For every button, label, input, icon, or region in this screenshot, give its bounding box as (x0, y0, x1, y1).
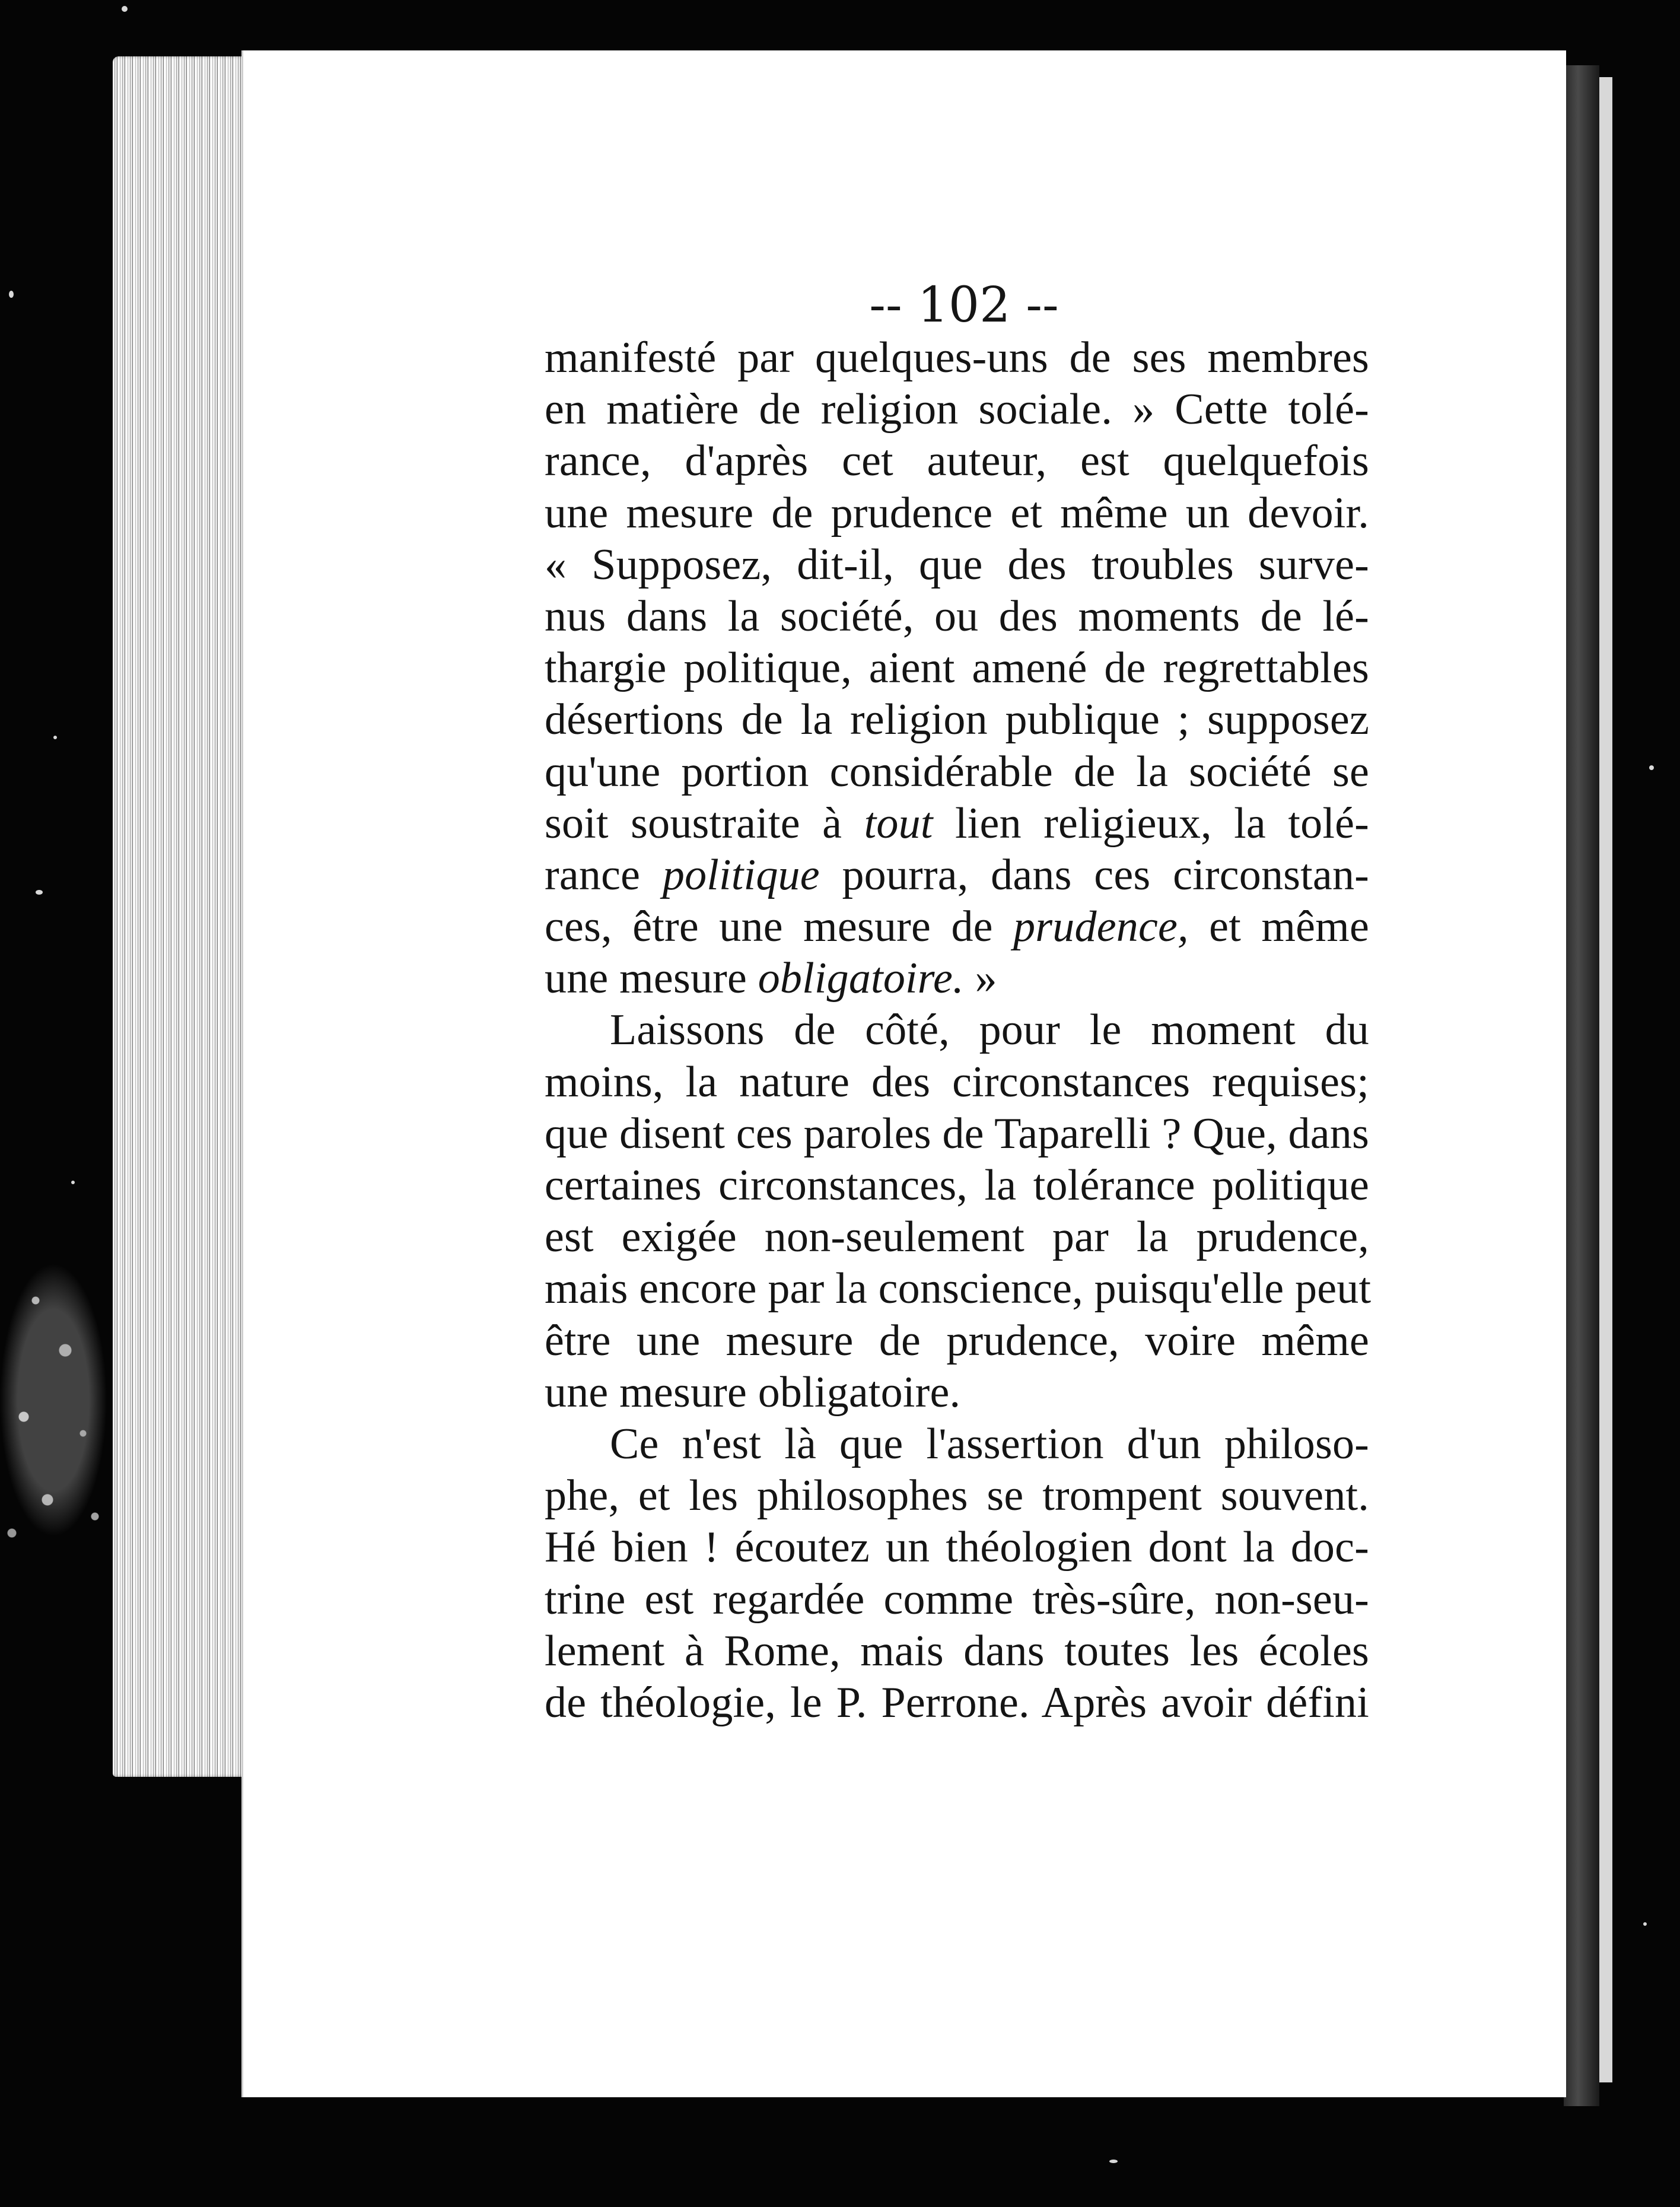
text-line (545, 591, 1369, 643)
text-line (545, 694, 1369, 746)
text-line (545, 850, 1369, 901)
text-segment: une mesure de prudence et même un devoir. (545, 488, 1369, 538)
book-right-edge (1599, 77, 1612, 2082)
background-speck (36, 890, 43, 895)
text-segment: Ce n'est là que l'assertion d'un philoso- (610, 1419, 1369, 1468)
text-line (545, 1108, 1369, 1160)
background-speck (1643, 1922, 1647, 1926)
italic-text: tout (864, 799, 933, 848)
text-line (545, 332, 1369, 384)
text-segment: moins, la nature des circonstances requises; (545, 1057, 1369, 1106)
text-segment: Laissons de côté, pour le moment du (610, 1006, 1369, 1055)
background-speck (71, 1181, 75, 1184)
text-segment: lement à Rome, mais dans toutes les écoles (545, 1626, 1369, 1675)
italic-text: prudence, (1013, 902, 1189, 952)
text-segment: certaines circonstances, la tolérance politique (545, 1161, 1369, 1210)
text-line (545, 1057, 1369, 1108)
background-speck (9, 291, 14, 298)
text-line (545, 901, 1369, 953)
page-number: -- 102 -- (869, 277, 1059, 333)
background-speck (122, 6, 128, 12)
text-line (545, 488, 1369, 539)
text-segment: pourra, dans ces circonstan- (819, 850, 1369, 899)
text-segment: phe, et les philosophes se trompent souvent. (545, 1471, 1369, 1521)
italic-text: politique (662, 850, 820, 899)
text-segment: « Supposez, dit-il, que des troubles surve- (545, 540, 1369, 589)
background-speck (53, 736, 57, 739)
text-segment: une mesure (545, 954, 758, 1003)
text-segment: être une mesure de prudence, voire même (545, 1316, 1369, 1365)
text-line (545, 953, 1369, 1004)
text-segment: ces, être une mesure de (545, 902, 1014, 952)
text-segment: en matière de religion sociale. » Cette tolé- (545, 385, 1369, 434)
text-segment: lien religieux, la tolé- (933, 799, 1369, 848)
text-line (545, 1211, 1369, 1263)
text-line (545, 1677, 1369, 1729)
text-segment: que disent ces paroles de Taparelli ? Que, dans (545, 1109, 1369, 1158)
text-line (545, 1470, 1369, 1522)
text-segment: » (963, 954, 997, 1003)
text-line (545, 643, 1369, 694)
text-segment: rance (545, 850, 663, 899)
background-dust (0, 1234, 119, 1566)
text-line (545, 1004, 1369, 1056)
text-segment: une mesure obligatoire. (545, 1368, 961, 1417)
text-line (545, 1574, 1369, 1626)
text-segment: rance, d'après cet auteur, est quelquefois (545, 437, 1369, 486)
text-segment: désertions de la religion publique ; supposez (545, 695, 1369, 745)
text-line (545, 746, 1369, 798)
text-segment: manifesté par quelques-uns de ses membres (545, 333, 1369, 382)
text-line (545, 798, 1369, 850)
text-line (545, 1263, 1372, 1315)
text-line (545, 1315, 1369, 1367)
text-segment: et même (1188, 902, 1369, 952)
book-binding-strip (1564, 65, 1599, 2106)
text-segment: nus dans la société, ou des moments de lé- (545, 591, 1369, 641)
text-segment: soit soustraite à (545, 799, 864, 848)
text-line (545, 384, 1369, 435)
text-line (545, 1419, 1369, 1470)
text-segment: Hé bien ! écoutez un théologien dont la doc- (545, 1523, 1369, 1572)
text-segment: de théologie, le P. Perrone. Après avoir défini (545, 1678, 1369, 1727)
background-speck (1649, 765, 1654, 770)
text-line (545, 539, 1369, 591)
text-segment: thargie politique, aient amené de regrettables (545, 644, 1369, 693)
italic-text: obligatoire. (758, 954, 964, 1003)
text-segment: qu'une portion considérable de la société se (545, 747, 1369, 796)
text-line (545, 1626, 1369, 1677)
body-text (545, 332, 1372, 1729)
text-line (545, 1160, 1369, 1211)
text-segment: est exigée non-seulement par la prudence, (545, 1213, 1369, 1262)
text-segment: mais encore par la conscience, puisqu'elle peut (545, 1264, 1372, 1314)
book-page-edges (113, 56, 246, 1777)
text-segment: trine est regardée comme très-sûre, non-seu- (545, 1575, 1369, 1624)
text-line (545, 1367, 1369, 1419)
text-line (545, 435, 1369, 487)
text-line (545, 1522, 1369, 1573)
background-speck (1109, 2160, 1118, 2163)
